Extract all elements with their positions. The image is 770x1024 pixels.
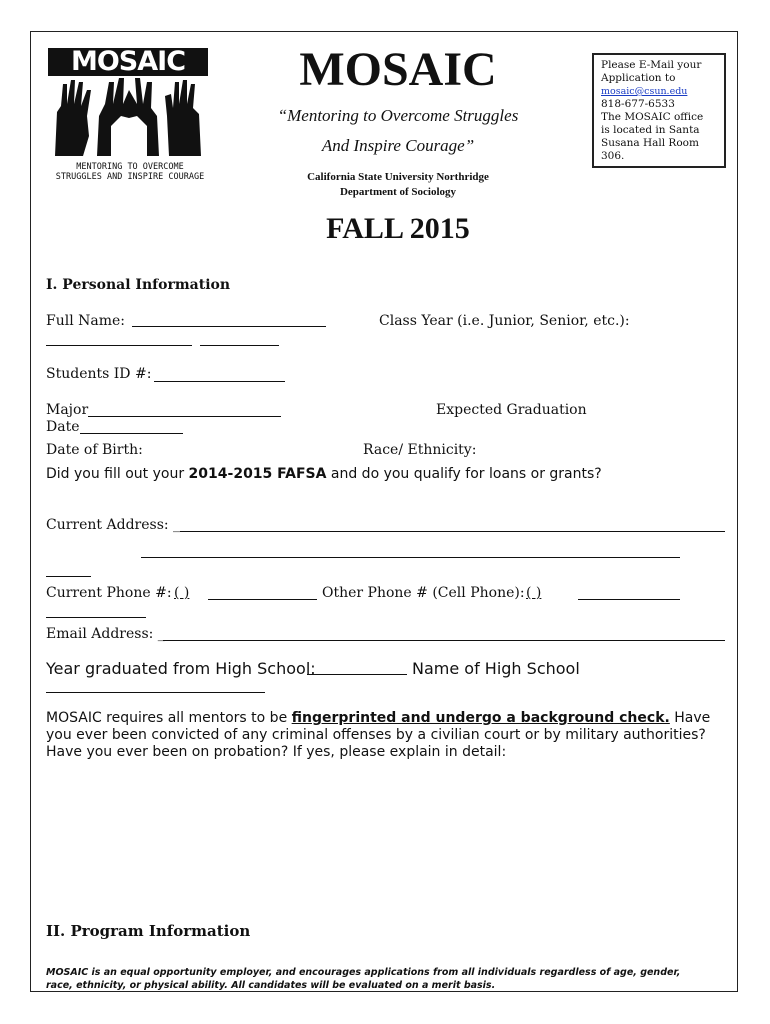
- contact-box: [592, 53, 726, 168]
- student-id-field[interactable]: [154, 369, 285, 382]
- class-year-field-extra[interactable]: [200, 333, 279, 346]
- page-title: MOSAIC: [299, 43, 497, 96]
- dob-label: Date of Birth:: [46, 442, 143, 458]
- race-label: Race/ Ethnicity:: [363, 442, 477, 458]
- cell-phone-areacode[interactable]: ( ): [526, 585, 542, 601]
- background-check-line3: Have you ever been on probation? If yes, please explain in detail:: [46, 744, 507, 760]
- eeo-statement-line2: race, ethnicity, or physical ability. All candidates will be evaluated on a merit basis.: [46, 980, 496, 991]
- logo-caption-line2: STRUGGLES AND INSPIRE COURAGE: [55, 172, 205, 182]
- major-field[interactable]: [88, 404, 281, 417]
- student-id-label: Students ID #:: [46, 366, 152, 382]
- class-year-label: Class Year (i.e. Junior, Senior, etc.):: [379, 313, 630, 329]
- department-name: Department of Sociology: [339, 186, 457, 198]
- current-phone-field[interactable]: [208, 587, 317, 600]
- current-phone-areacode[interactable]: ( ): [174, 585, 190, 601]
- contact-line: Please E-Mail your: [601, 59, 702, 71]
- hs-year-field[interactable]: [307, 662, 407, 675]
- email-address-field[interactable]: [163, 628, 725, 641]
- contact-phone: 818-677-6533: [601, 98, 675, 110]
- term-heading: FALL 2015: [326, 212, 470, 245]
- email-address-label: Email Address: _: [46, 626, 165, 642]
- tagline-line1: “Mentoring to Overcome Struggles: [277, 106, 519, 125]
- graduation-date-label: Date: [46, 419, 80, 435]
- eeo-statement-line1: MOSAIC is an equal opportunity employer, and encourages applications from all individuals regardless of age, gender,: [46, 967, 681, 978]
- cell-phone-field-line2[interactable]: [46, 605, 146, 618]
- section-heading-program: II. Program Information: [46, 922, 251, 940]
- contact-line: Susana Hall Room: [601, 137, 699, 149]
- current-address-field-line2[interactable]: [141, 545, 680, 558]
- university-name: California State University Northridge: [307, 171, 489, 183]
- contact-line: 306.: [601, 150, 625, 162]
- expected-graduation-label: Expected Graduation: [436, 402, 587, 418]
- contact-line: is located in Santa: [601, 124, 700, 136]
- current-address-label: Current Address: _: [46, 517, 181, 533]
- tagline-line2: And Inspire Courage”: [321, 136, 475, 155]
- logo-caption-line1: MENTORING TO OVERCOME: [76, 162, 184, 172]
- hs-year-label: Year graduated from High School:: [46, 659, 316, 678]
- logo-wordmark: MOSAIC: [48, 48, 208, 76]
- email-link[interactable]: mosaic@csun.edu: [601, 86, 688, 97]
- current-address-field[interactable]: [180, 519, 725, 532]
- major-label: Major: [46, 402, 89, 418]
- contact-line: Application to: [601, 72, 676, 84]
- cell-phone-field[interactable]: [578, 587, 680, 600]
- section-heading-personal: I. Personal Information: [46, 277, 231, 293]
- current-address-field-line3[interactable]: [46, 564, 91, 577]
- hs-name-field[interactable]: [46, 680, 265, 693]
- other-phone-label: Other Phone # (Cell Phone):: [322, 585, 525, 601]
- full-name-field[interactable]: [132, 314, 326, 327]
- fafsa-question: Did you fill out your 2014-2015 FAFSA and do you qualify for loans or grants?: [46, 466, 602, 482]
- graduation-date-field[interactable]: [80, 421, 183, 434]
- background-check-line2: you ever been convicted of any criminal offenses by a civilian court or by military authorities?: [46, 727, 706, 743]
- contact-line: The MOSAIC office: [601, 111, 704, 123]
- background-check-line1: MOSAIC requires all mentors to be fingerprinted and undergo a background check. Have: [46, 710, 711, 726]
- class-year-field[interactable]: [46, 333, 192, 346]
- full-name-label: Full Name:: [46, 313, 126, 329]
- current-phone-label: Current Phone #:: [46, 585, 172, 601]
- hs-name-label: Name of High School: [412, 659, 580, 678]
